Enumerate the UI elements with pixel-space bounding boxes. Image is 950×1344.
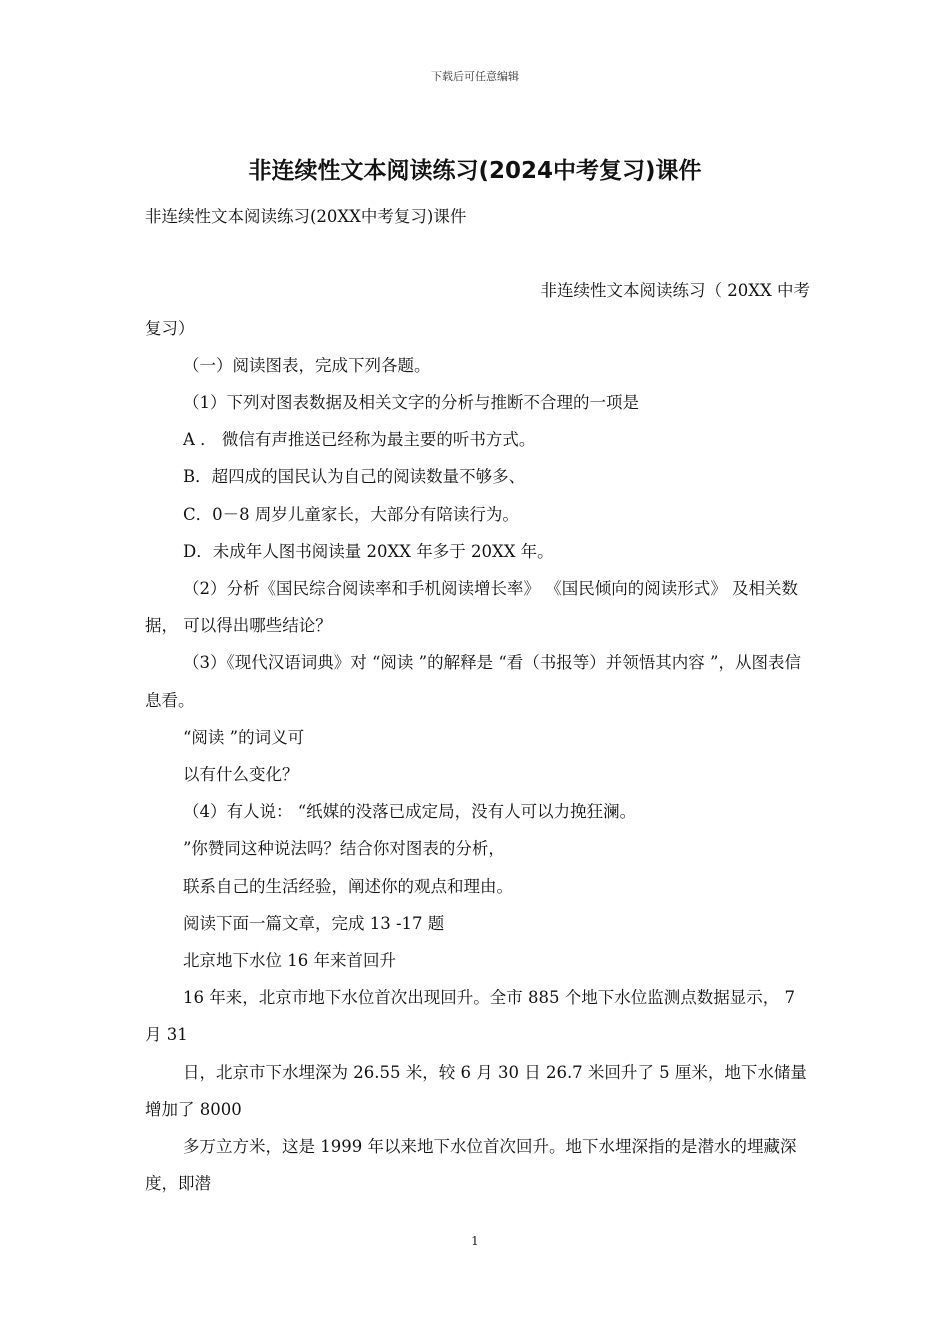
document-body [145,198,810,1202]
question-1-option-a: A ． 微信有声推送已经称为最主要的听书方式。 [183,430,536,450]
question-3-continued: “阅读 ”的词义可 [183,727,305,747]
subtitle: 非连续性文本阅读练习(20XX中考复习)课件 [145,207,467,226]
article-paragraph: 16 年来，北京市地下水位首次出现回升。全市 885 个地下水位监测点数据显示， 7 月 31 [145,988,795,1045]
page-number: 1 [471,1234,479,1248]
question-4-continued: 联系自己的生活经验，阐述你的观点和理由。 [183,876,513,896]
question-2: （2）分析《国民综合阅读率和手机阅读增长率》 《国民倾向的阅读形式》 及相关数据， 可以得出哪些结论？ [145,579,798,636]
question-4-continued: ”你赞同这种说法吗？结合你对图表的分析， [183,839,505,859]
header-note: 下载后可任意编辑 [431,70,519,83]
question-4: （4）有人说： “纸媒的没落已成定局，没有人可以力挽狂澜。 [183,802,637,822]
question-1-stem: （1）下列对图表数据及相关文字的分析与推断不合理的一项是 [183,393,639,412]
section-heading: 非连续性文本阅读练习（ 20XX 中考 [540,281,810,301]
question-3-continued: 以有什么变化？ [183,765,299,785]
question-1-option-b: B．超四成的国民认为自己的阅读数量不够多、 [183,467,526,487]
question-1-option-d: D．未成年人图书阅读量 20XX 年多于 20XX 年。 [183,541,554,561]
blank-line [145,235,810,272]
question-3: （3）《现代汉语词典》对 “阅读 ”的解释是 “看（书报等）并领悟其内容 ”，从图表信息看。 [145,653,801,710]
article-title: 北京地下水位 16 年来首回升 [183,951,396,971]
reading-instruction: 阅读下面一篇文章，完成 13 -17 题 [183,913,445,933]
section-heading-continued: 复习） [145,318,195,338]
article-paragraph: 多万立方米，这是 1999 年以来地下水位首次回升。地下水埋深指的是潜水的埋藏深度，即潜 [145,1137,797,1194]
section-instruction: （一）阅读图表，完成下列各题。 [183,355,431,375]
article-paragraph: 日，北京市下水埋深为 26.55 米，较 6 月 30 日 26.7 米回升了 5 厘米，地下水储量增加了 8000 [145,1062,807,1119]
document-title: 非连续性文本阅读练习(2024中考复习)课件 [248,158,702,184]
question-1-option-c: C．0－8 周岁儿童家长，大部分有陪读行为。 [183,504,519,524]
